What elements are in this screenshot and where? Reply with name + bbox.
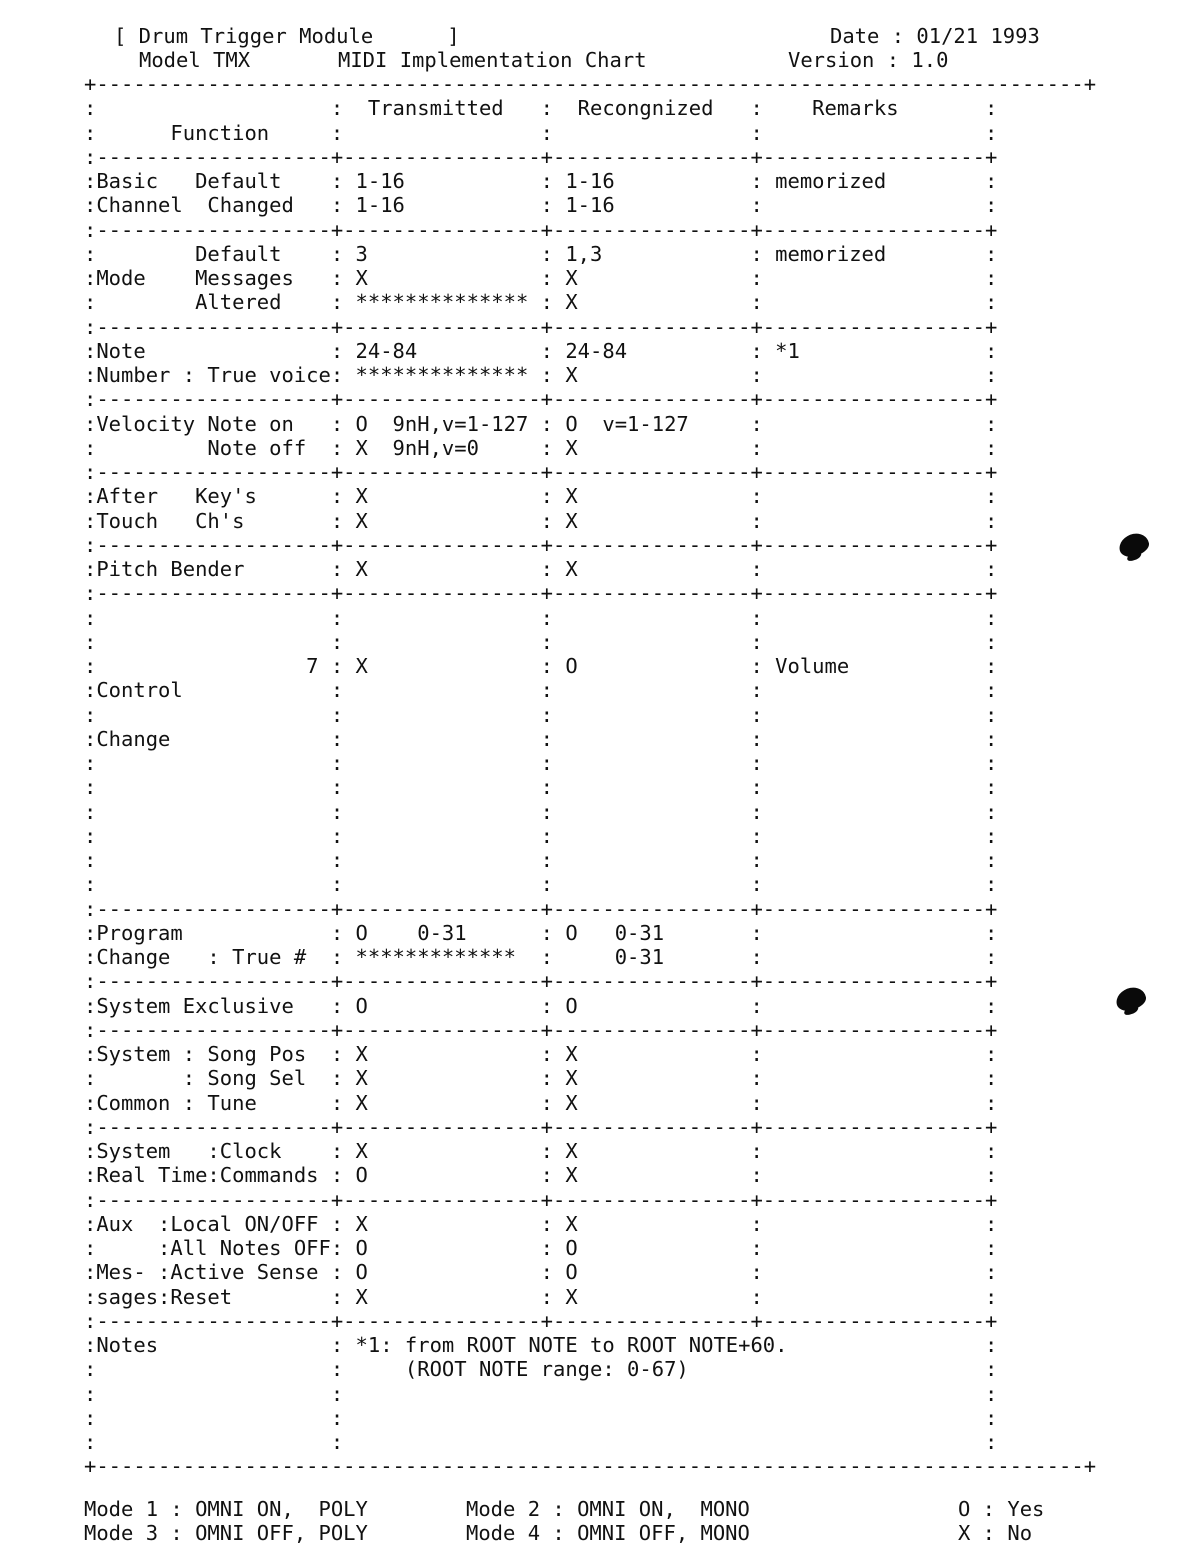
chart-row: : : : : : xyxy=(84,872,998,897)
chart-row: :Basic Default : 1-16 : 1-16 : memorized : xyxy=(84,169,998,193)
chart-row: :Note : 24-84 : 24-84 : *1 : xyxy=(84,338,998,363)
chart-row: :System :Clock : X : X : : xyxy=(84,1139,998,1163)
chart-divider-line: :-------------------+----------------+----------------+------------------+ xyxy=(84,896,998,921)
chart-version: Version : 1.0 xyxy=(788,48,949,72)
chart-row: :Mes- :Active Sense : O : O : : xyxy=(84,1260,998,1285)
chart-row: :sages:Reset : X : X : : xyxy=(84,1284,998,1309)
chart-divider-line: :-------------------+----------------+----------------+------------------+ xyxy=(84,387,998,412)
chart-row: : : : : : xyxy=(84,629,998,654)
chart-row: : : : xyxy=(84,1381,998,1406)
chart-row: : : : : : xyxy=(84,848,998,872)
chart-divider-line: :-------------------+----------------+----------------+------------------+ xyxy=(84,1308,998,1333)
chart-row: : Function : : : : xyxy=(84,120,998,145)
mode-3-legend: Mode 3 : OMNI OFF, POLY xyxy=(84,1521,368,1545)
chart-divider-line: :-------------------+----------------+----------------+------------------+ xyxy=(84,217,998,242)
chart-row: :System : Song Pos : X : X : : xyxy=(84,1042,998,1066)
chart-divider-line: :-------------------+----------------+----------------+------------------+ xyxy=(84,1017,998,1042)
ink-blot-mark xyxy=(1114,985,1148,1013)
chart-row: :After Key's : X : X : : xyxy=(84,484,998,509)
chart-row: :Notes : *1: from ROOT NOTE to ROOT NOTE+60. : xyxy=(84,1333,998,1357)
chart-divider-line: :-------------------+----------------+----------------+------------------+ xyxy=(84,532,998,557)
module-title: [ Drum Trigger Module ] xyxy=(114,24,460,48)
chart-row: : : : : : xyxy=(84,605,998,630)
chart-row: :Change : : : : xyxy=(84,726,998,751)
chart-row: :System Exclusive : O : O : : xyxy=(84,993,998,1018)
chart-divider-line: :-------------------+----------------+----------------+------------------+ xyxy=(84,144,998,169)
chart-row: :Common : Tune : X : X : : xyxy=(84,1090,998,1115)
chart-row: : :All Notes OFF: O : O : : xyxy=(84,1236,998,1260)
chart-row: : Note off : X 9nH,v=0 : X : : xyxy=(84,435,998,460)
chart-title: MIDI Implementation Chart xyxy=(338,48,647,72)
chart-row: : : : : : xyxy=(84,799,998,824)
chart-row: : Default : 3 : 1,3 : memorized : xyxy=(84,241,998,266)
legend-yes: O : Yes xyxy=(958,1497,1045,1521)
chart-row: : : Transmitted : Recongnized : Remarks : xyxy=(84,96,998,121)
chart-date: Date : 01/21 1993 xyxy=(830,24,1040,48)
chart-border-line: +--------------------------------------------------------------------------------+ xyxy=(84,72,1097,96)
chart-row: : : Song Sel : X : X : : xyxy=(84,1066,998,1091)
chart-row: :Pitch Bender : X : X : : xyxy=(84,557,998,581)
ink-blot-mark xyxy=(1117,531,1151,559)
legend-no: X : No xyxy=(958,1521,1033,1545)
chart-row: : : : xyxy=(84,1405,998,1430)
chart-row: : : (ROOT NOTE range: 0-67) : xyxy=(84,1357,998,1382)
chart-border-line: +--------------------------------------------------------------------------------+ xyxy=(84,1454,1097,1479)
chart-row: : : : : : xyxy=(84,751,998,775)
chart-row: : 7 : X : O : Volume : xyxy=(84,654,998,678)
chart-row: :Velocity Note on : O 9nH,v=1-127 : O v=1-127 : : xyxy=(84,411,998,436)
chart-row: :Program : O 0-31 : O 0-31 : : xyxy=(84,920,998,945)
mode-1-legend: Mode 1 : OMNI ON, POLY xyxy=(84,1497,368,1521)
chart-divider-line: :-------------------+----------------+----------------+------------------+ xyxy=(84,969,998,994)
mode-2-legend: Mode 2 : OMNI ON, MONO xyxy=(466,1497,750,1521)
chart-divider-line: :-------------------+----------------+----------------+------------------+ xyxy=(84,314,998,339)
chart-divider-line: :-------------------+----------------+----------------+------------------+ xyxy=(84,1114,998,1139)
chart-row: : : : xyxy=(84,1430,998,1454)
chart-row: : Altered : ************** : X : : xyxy=(84,290,998,315)
chart-row: :Real Time:Commands : O : X : : xyxy=(84,1163,998,1188)
chart-divider-line: :-------------------+----------------+----------------+------------------+ xyxy=(84,581,998,606)
chart-row: :Aux :Local ON/OFF : X : X : : xyxy=(84,1211,998,1236)
chart-row: :Touch Ch's : X : X : : xyxy=(84,508,998,533)
chart-divider-line: :-------------------+----------------+----------------+------------------+ xyxy=(84,1187,998,1212)
chart-row: :Change : True # : ************* : 0-31 : : xyxy=(84,945,998,969)
chart-row: :Channel Changed : 1-16 : 1-16 : : xyxy=(84,193,998,218)
chart-row: : : : : : xyxy=(84,823,998,848)
mode-4-legend: Mode 4 : OMNI OFF, MONO xyxy=(466,1521,750,1545)
chart-divider-line: :-------------------+----------------+----------------+------------------+ xyxy=(84,460,998,484)
chart-row: :Control : : : : xyxy=(84,678,998,703)
chart-row: :Mode Messages : X : X : : xyxy=(84,266,998,290)
model-name: Model TMX xyxy=(139,48,251,72)
chart-row: :Number : True voice: ************** : X : : xyxy=(84,363,998,387)
chart-row: : : : : : xyxy=(84,775,998,800)
chart-row: : : : : : xyxy=(84,702,998,727)
